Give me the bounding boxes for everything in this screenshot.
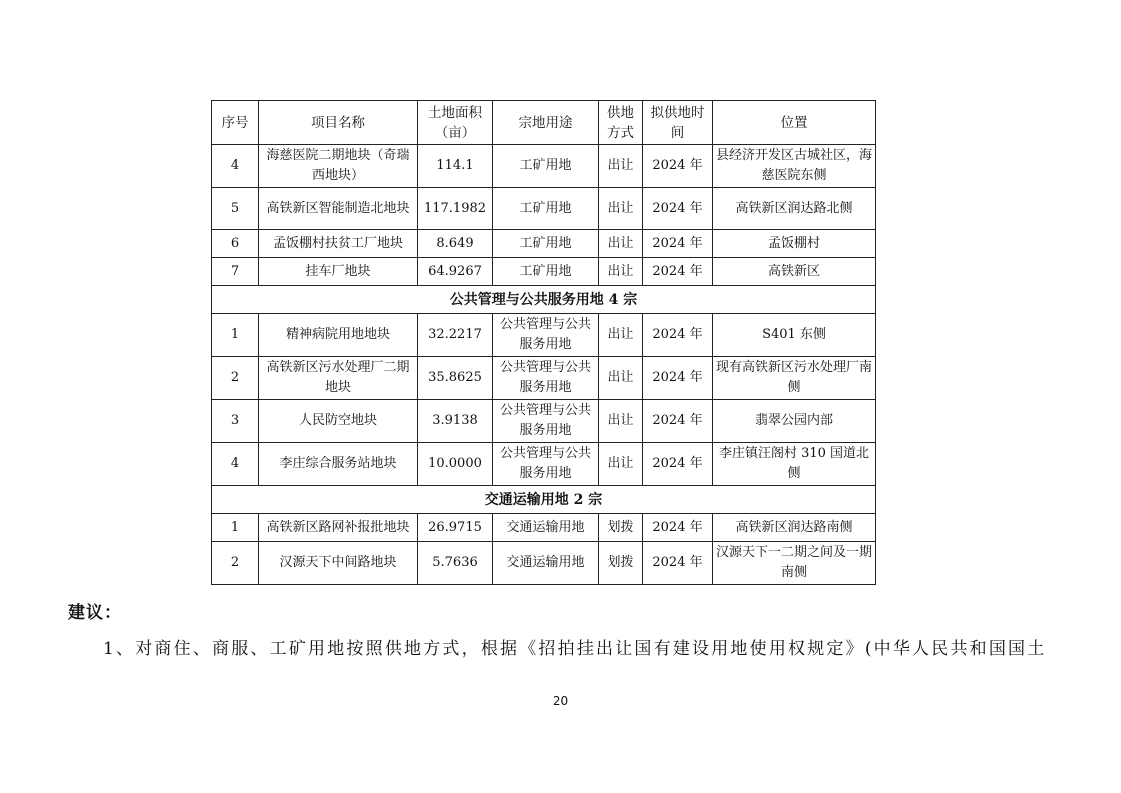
cell-name: 海慈医院二期地块（奇瑞西地块）: [259, 145, 418, 188]
header-area: 土地面积（亩）: [418, 101, 493, 145]
cell-area: 8.649: [418, 230, 493, 258]
cell-name: 高铁新区智能制造北地块: [259, 188, 418, 230]
cell-seq: 4: [212, 145, 259, 188]
cell-seq: 3: [212, 400, 259, 443]
cell-area: 26.9715: [418, 514, 493, 542]
cell-method: 出让: [599, 145, 643, 188]
cell-area: 117.1982: [418, 188, 493, 230]
cell-area: 3.9138: [418, 400, 493, 443]
cell-location: 翡翠公园内部: [713, 400, 876, 443]
header-name: 项目名称: [259, 101, 418, 145]
cell-location: 县经济开发区古城社区，海慈医院东侧: [713, 145, 876, 188]
table-row: [212, 258, 876, 286]
cell-use: 工矿用地: [493, 230, 599, 258]
cell-time: 2024 年: [643, 357, 713, 400]
cell-name: 高铁新区污水处理厂二期地块: [259, 357, 418, 400]
cell-method: 划拨: [599, 542, 643, 585]
cell-name: 李庄综合服务站地块: [259, 443, 418, 486]
cell-seq: 5: [212, 188, 259, 230]
cell-method: 出让: [599, 357, 643, 400]
cell-use: 公共管理与公共服务用地: [493, 400, 599, 443]
cell-area: 32.2217: [418, 314, 493, 357]
cell-method: 出让: [599, 188, 643, 230]
cell-time: 2024 年: [643, 542, 713, 585]
table-row: [212, 542, 876, 585]
section-title-transport: 交通运输用地 2 宗: [212, 486, 876, 514]
table-row: [212, 230, 876, 258]
cell-method: 出让: [599, 400, 643, 443]
cell-area: 35.8625: [418, 357, 493, 400]
cell-name: 汉源天下中间路地块: [259, 542, 418, 585]
section-row: [212, 286, 876, 314]
cell-location: 汉源天下一二期之间及一期南侧: [713, 542, 876, 585]
cell-use: 交通运输用地: [493, 542, 599, 585]
cell-location: 李庄镇汪阁村 310 国道北侧: [713, 443, 876, 486]
cell-area: 5.7636: [418, 542, 493, 585]
cell-use: 工矿用地: [493, 188, 599, 230]
cell-method: 出让: [599, 443, 643, 486]
cell-location: 高铁新区润达路南侧: [713, 514, 876, 542]
cell-time: 2024 年: [643, 188, 713, 230]
cell-use: 工矿用地: [493, 145, 599, 188]
cell-time: 2024 年: [643, 230, 713, 258]
cell-use: 公共管理与公共服务用地: [493, 443, 599, 486]
cell-method: 出让: [599, 258, 643, 286]
land-supply-table: [211, 100, 876, 585]
cell-use: 交通运输用地: [493, 514, 599, 542]
table-row: [212, 145, 876, 188]
page-number: 20: [552, 694, 569, 708]
cell-seq: 1: [212, 514, 259, 542]
header-method: 供地方式: [599, 101, 643, 145]
table-row: [212, 443, 876, 486]
cell-location: 现有高铁新区污水处理厂南侧: [713, 357, 876, 400]
cell-time: 2024 年: [643, 514, 713, 542]
cell-time: 2024 年: [643, 145, 713, 188]
cell-name: 精神病院用地地块: [259, 314, 418, 357]
table-row: [212, 314, 876, 357]
land-supply-table-container: [211, 100, 875, 585]
cell-time: 2024 年: [643, 258, 713, 286]
section-row: [212, 486, 876, 514]
cell-time: 2024 年: [643, 314, 713, 357]
cell-seq: 2: [212, 357, 259, 400]
cell-name: 高铁新区路网补报批地块: [259, 514, 418, 542]
section-title-public-service: 公共管理与公共服务用地 4 宗: [212, 286, 876, 314]
header-location: 位置: [713, 101, 876, 145]
cell-method: 出让: [599, 230, 643, 258]
cell-name: 挂车厂地块: [259, 258, 418, 286]
cell-name: 人民防空地块: [259, 400, 418, 443]
cell-method: 划拨: [599, 514, 643, 542]
suggestion-text: 1、对商住、商服、工矿用地按照供地方式，根据《招拍挂出让国有建设用地使用权规定》(中华人民共和国国土: [103, 639, 1047, 659]
suggestion-title: 建议：: [68, 603, 122, 623]
cell-name: 孟饭棚村扶贫工厂地块: [259, 230, 418, 258]
cell-location: 高铁新区: [713, 258, 876, 286]
cell-seq: 2: [212, 542, 259, 585]
cell-seq: 4: [212, 443, 259, 486]
table-header-row: [212, 101, 876, 145]
cell-area: 10.0000: [418, 443, 493, 486]
cell-area: 64.9267: [418, 258, 493, 286]
cell-use: 公共管理与公共服务用地: [493, 314, 599, 357]
cell-location: 高铁新区润达路北侧: [713, 188, 876, 230]
cell-method: 出让: [599, 314, 643, 357]
table-row: [212, 188, 876, 230]
cell-location: S401 东侧: [713, 314, 876, 357]
cell-area: 114.1: [418, 145, 493, 188]
cell-time: 2024 年: [643, 400, 713, 443]
cell-location: 孟饭棚村: [713, 230, 876, 258]
cell-seq: 1: [212, 314, 259, 357]
cell-time: 2024 年: [643, 443, 713, 486]
header-seq: 序号: [212, 101, 259, 145]
table-row: [212, 514, 876, 542]
cell-seq: 7: [212, 258, 259, 286]
cell-use: 公共管理与公共服务用地: [493, 357, 599, 400]
cell-seq: 6: [212, 230, 259, 258]
table-row: [212, 357, 876, 400]
table-row: [212, 400, 876, 443]
header-time: 拟供地时间: [643, 101, 713, 145]
cell-use: 工矿用地: [493, 258, 599, 286]
header-use: 宗地用途: [493, 101, 599, 145]
